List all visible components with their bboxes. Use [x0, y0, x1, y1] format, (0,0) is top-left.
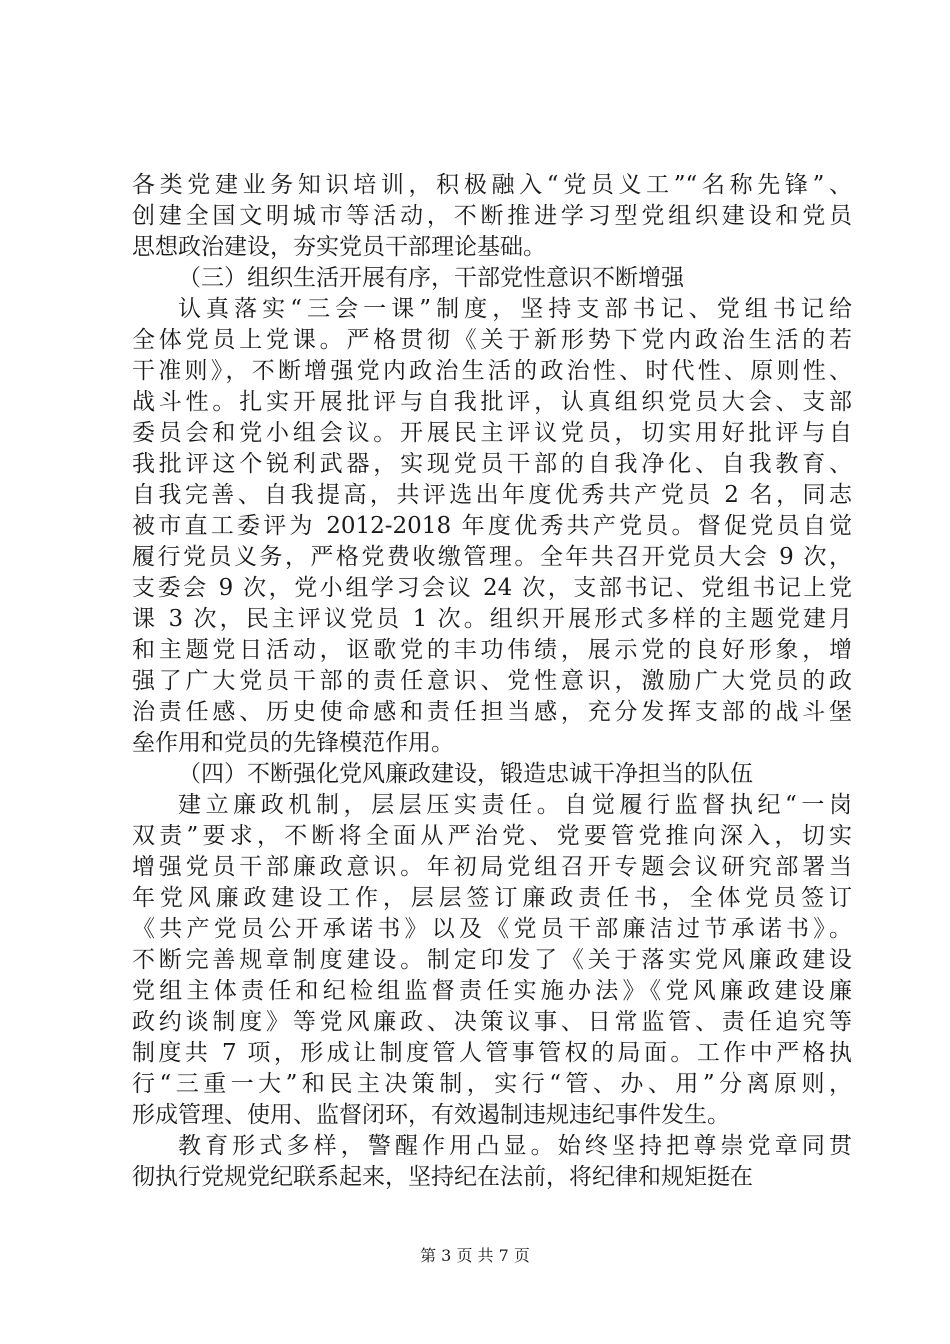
text-line: 思想政治建设，夯实党员干部理论基础。: [132, 234, 546, 260]
text-line: 年党风廉政建设工作，层层签订廉政责任书，全体党员签订: [132, 885, 852, 911]
document-body: [132, 170, 852, 1193]
text-line: （四）不断强化党风廉政建设，锻造忠诚干净担当的队伍: [178, 761, 753, 787]
text-line: 被市直工委评为 2012-2018 年度优秀共产党员。督促党员自觉: [132, 513, 852, 539]
text-line: 创建全国文明城市等活动，不断推进学习型党组织建设和党员: [132, 203, 852, 229]
text-line: 教育形式多样，警醒作用凸显。始终坚持把尊崇党章同贯: [178, 1133, 852, 1159]
paragraph: [132, 790, 852, 1131]
text-line: 强了广大党员干部的责任意识、党性意识，激励广大党员的政: [132, 668, 852, 694]
text-line: 垒作用和党员的先锋模范作用。: [132, 730, 454, 756]
text-line: 双责”要求，不断将全面从严治党、党要管党推向深入，切实: [132, 823, 852, 849]
text-line: 增强党员干部廉政意识。年初局党组召开专题会议研究部署当: [132, 854, 852, 880]
paragraph: [132, 170, 852, 263]
text-line: 政约谈制度》等党风廉政、决策议事、日常监管、责任追究等: [132, 1009, 852, 1035]
text-line: 《共产党员公开承诺书》以及《党员干部廉洁过节承诺书》。: [132, 916, 852, 942]
text-line: 党组主体责任和纪检组监督责任实施办法》《党风廉政建设廉: [132, 978, 852, 1004]
text-line: 建立廉政机制，层层压实责任。自觉履行监督执纪“一岗: [178, 792, 852, 818]
text-line: 干准则》，不断增强党内政治生活的政治性、时代性、原则性、: [132, 358, 852, 384]
text-line: 履行党员义务，严格党费收缴管理。全年共召开党员大会 9 次，: [132, 544, 852, 570]
text-line: 自我完善、自我提高，共评选出年度优秀共产党员 2 名，同志: [132, 482, 852, 508]
text-line: 认真落实“三会一课”制度，坚持支部书记、党组书记给: [178, 296, 852, 322]
text-line: 形成管理、使用、监督闭环，有效遏制违规违纪事件发生。: [132, 1102, 730, 1128]
text-line: （三）组织生活开展有序，干部党性意识不断增强: [178, 265, 684, 291]
section-heading: [132, 759, 852, 790]
text-line: 治责任感、历史使命感和责任担当感，充分发挥支部的战斗堡: [132, 699, 852, 725]
text-line: 全体党员上党课。严格贯彻《关于新形势下党内政治生活的若: [132, 327, 852, 353]
text-line: 和主题党日活动，讴歌党的丰功伟绩，展示党的良好形象，增: [132, 637, 852, 663]
paragraph: [132, 1131, 852, 1193]
text-line: 各类党建业务知识培训，积极融入“党员义工”“名称先锋”、: [132, 172, 852, 198]
text-line: 不断完善规章制度建设。制定印发了《关于落实党风廉政建设: [132, 947, 852, 973]
text-line: 彻执行党规党纪联系起来，坚持纪在法前，将纪律和规矩挺在: [132, 1164, 753, 1190]
text-line: 委员会和党小组会议。开展民主评议党员，切实用好批评与自: [132, 420, 852, 446]
text-line: 行“三重一大”和民主决策制，实行“管、办、用”分离原则，: [132, 1071, 852, 1097]
paragraph: [132, 294, 852, 759]
page-footer: 第 3 页 共 7 页: [420, 1246, 530, 1265]
text-line: 课 3 次，民主评议党员 1 次。组织开展形式多样的主题党建月: [132, 606, 852, 632]
text-line: 我批评这个锐利武器，实现党员干部的自我净化、自我教育、: [132, 451, 852, 477]
text-line: 战斗性。扎实开展批评与自我批评，认真组织党员大会、支部: [132, 389, 852, 415]
text-line: 制度共 7 项，形成让制度管人管事管权的局面。工作中严格执: [132, 1040, 852, 1066]
text-line: 支委会 9 次，党小组学习会议 24 次，支部书记、党组书记上党: [132, 575, 852, 601]
section-heading: [132, 263, 852, 294]
